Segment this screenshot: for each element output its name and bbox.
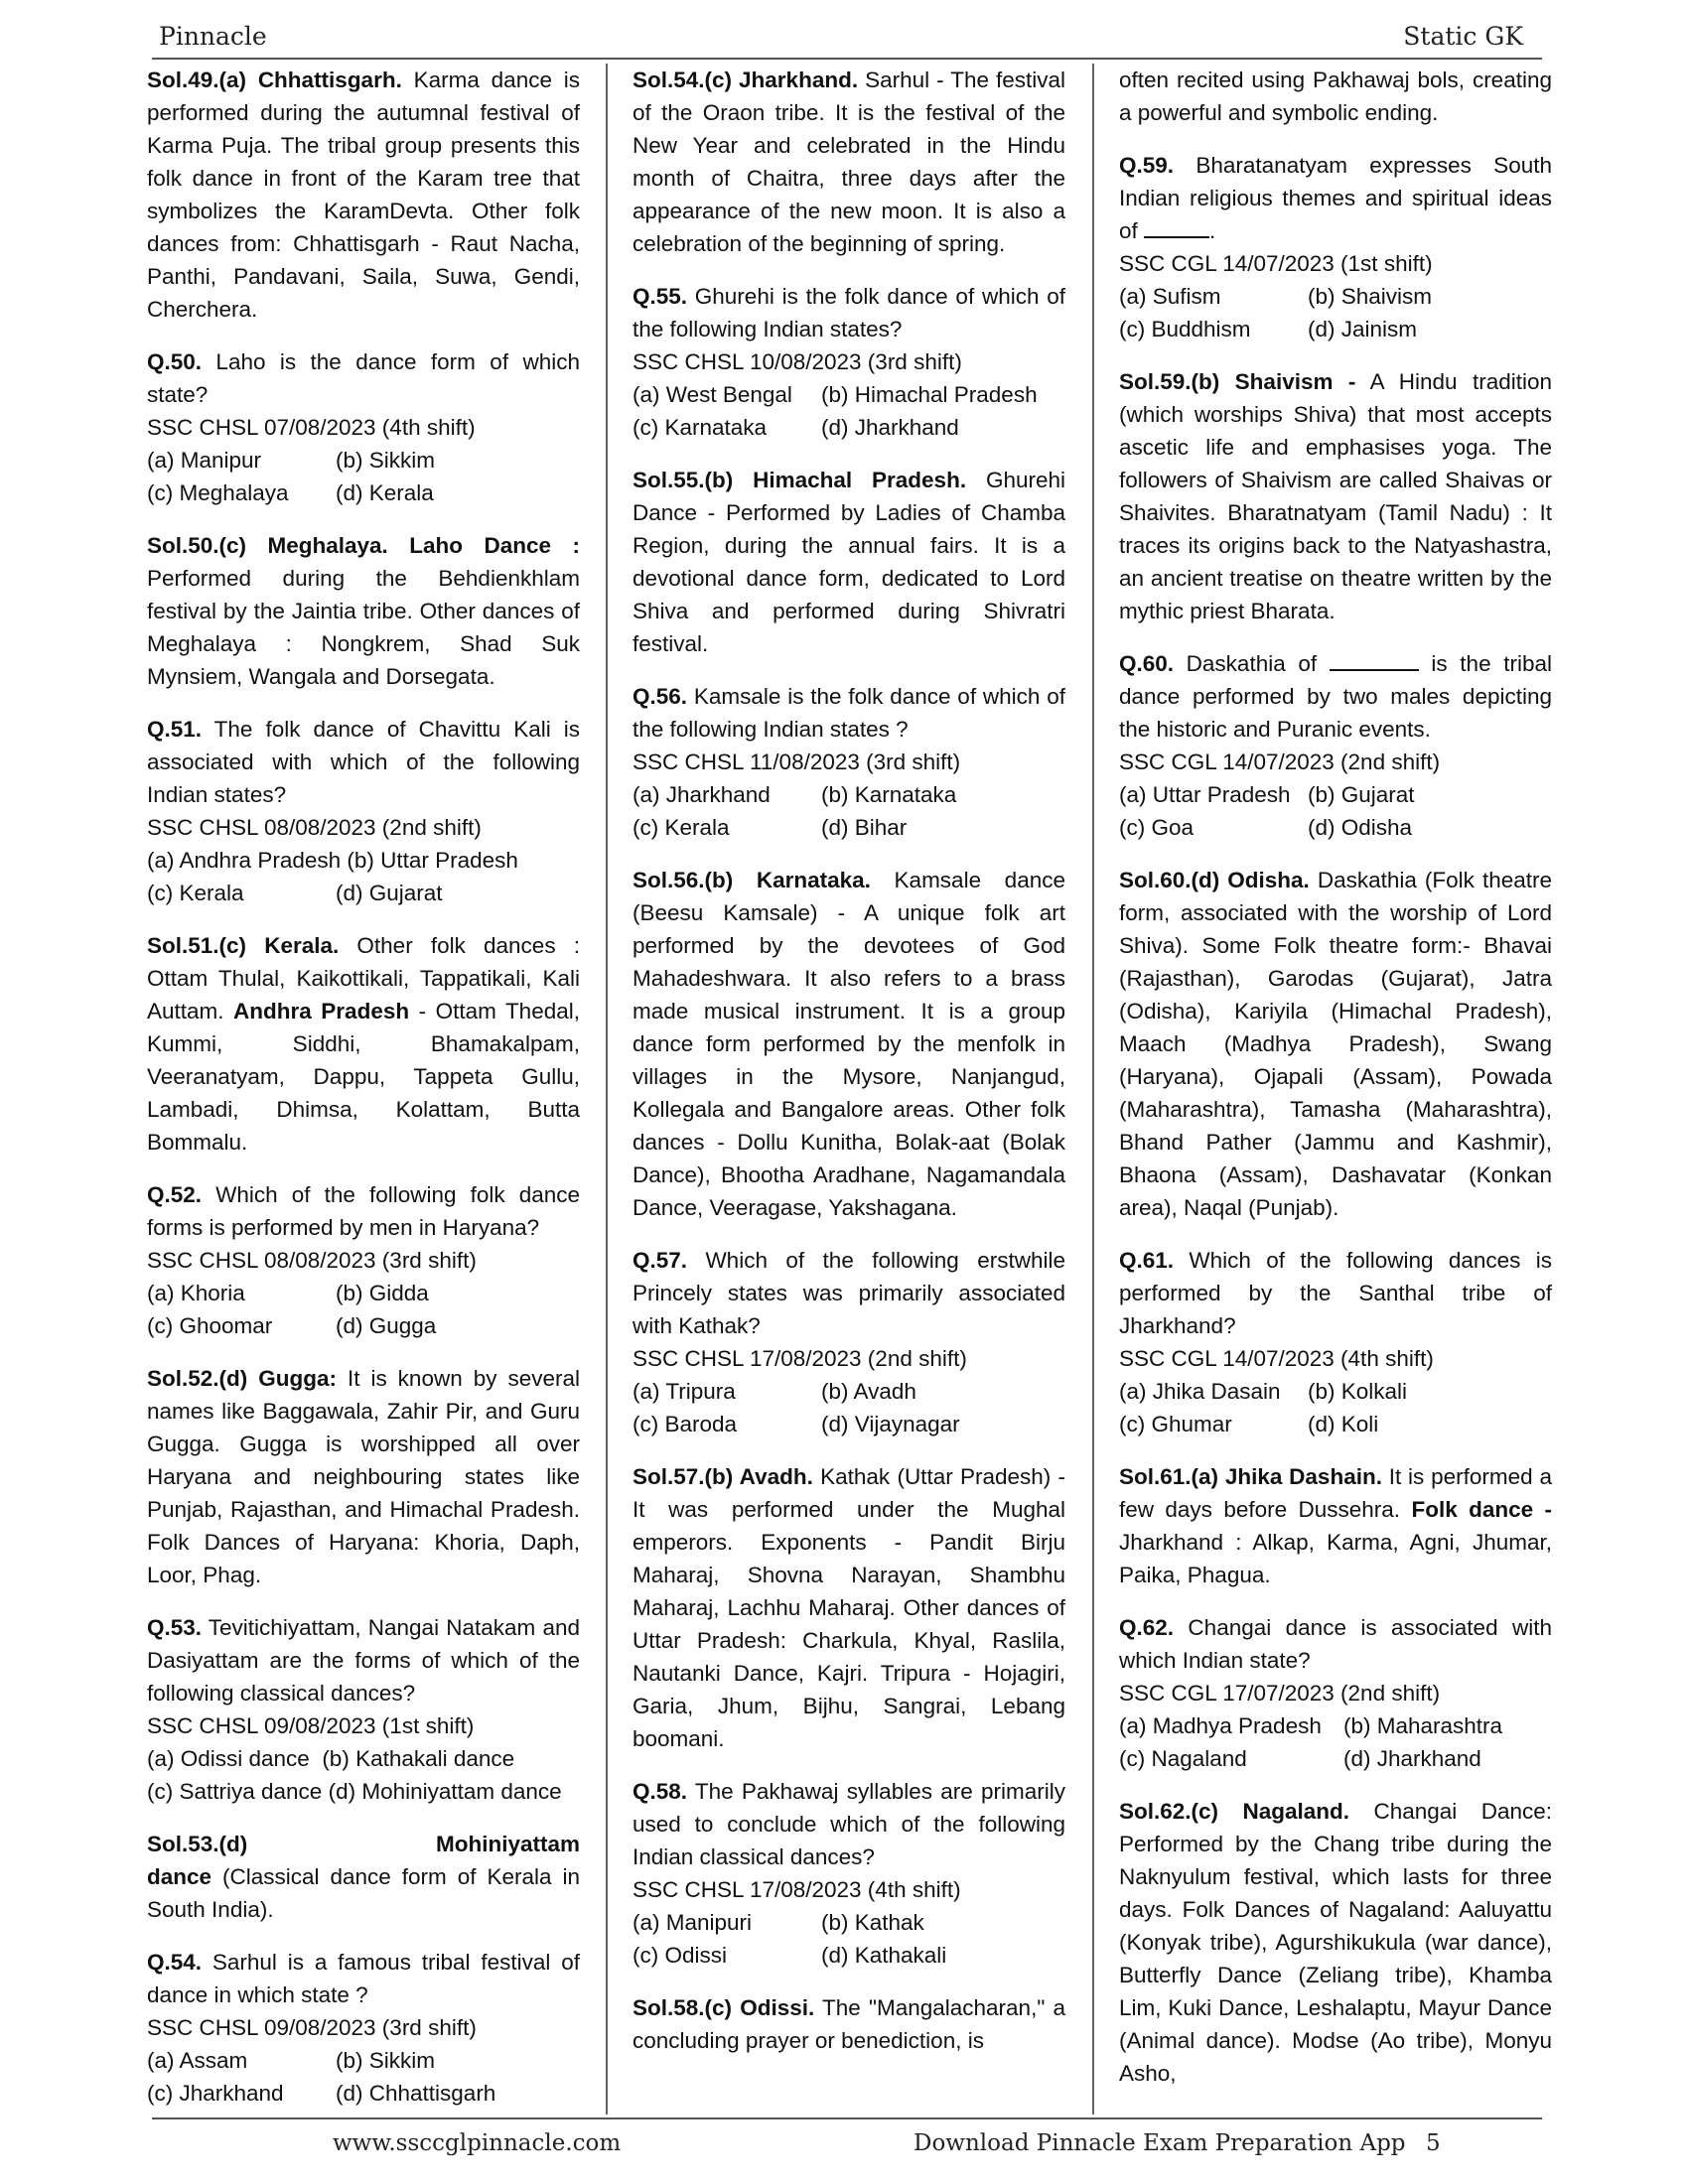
option-c: (c) Buddhism — [1119, 317, 1251, 341]
question-source: SSC CGL 14/07/2023 (1st shift) — [1119, 251, 1433, 276]
question-53: Q.53. Tevitichiyattam, Nangai Natakam and Dasiyattam are the forms of which of the following classical dances? SSC CHSL 09/08/2023 (1st shift) (a) Odissi dance (b) Kathakali dance (c) Sattriya dance (d) Mohiniyattam dance — [147, 1611, 580, 1808]
question-source: SSC CGL 14/07/2023 (2nd shift) — [1119, 750, 1441, 774]
question-source: SSC CHSL 17/08/2023 (2nd shift) — [633, 1346, 967, 1371]
option-a: (a) Manipuri — [633, 1910, 753, 1935]
option-c: (c) Goa — [1119, 815, 1195, 840]
header-rule — [152, 58, 1542, 60]
question-source: SSC CHSL 08/08/2023 (2nd shift) — [147, 815, 482, 840]
option-ab: (a) Andhra Pradesh (b) Uttar Pradesh — [147, 848, 518, 873]
question-50: Q.50. Laho is the dance form of which state? SSC CHSL 07/08/2023 (4th shift) (a) Manipur (b) Sikkim (c) Meghalaya (d) Kerala — [147, 345, 580, 509]
option-b: (b) Kolkali — [1308, 1379, 1408, 1404]
question-source: SSC CHSL 09/08/2023 (3rd shift) — [147, 2015, 477, 2040]
solution-58-continued: often recited using Pakhawaj bols, creating a powerful and symbolic ending. — [1119, 68, 1552, 125]
option-b: (b) Gujarat — [1308, 782, 1415, 807]
option-c: (c) Meghalaya — [147, 480, 289, 505]
question-54: Q.54. Sarhul is a famous tribal festival of dance in which state ? SSC CHSL 09/08/2023 (3rd shift) (a) Assam (b) Sikkim (c) Jharkhand (d) Chhattisgarh — [147, 1946, 580, 2110]
option-b: (b) Sikkim — [336, 2048, 435, 2073]
solution-51: Sol.51.(c) Kerala. Other folk dances : Ottam Thulal, Kaikottikali, Tappatikali, Kali Auttam. Andhra Pradesh - Ottam Thedal, Kummi, Siddhi, Bhamakalpam, Veeranatyam, Dappu, Tappeta Gullu, Lambadi, Dhimsa, Kolattam, Butta Bommalu. — [147, 933, 580, 1155]
option-a: (a) West Bengal — [633, 382, 792, 407]
option-d: (d) Kathakali — [821, 1943, 947, 1968]
question-source: SSC CGL 17/07/2023 (2nd shift) — [1119, 1681, 1441, 1706]
solution-52: Sol.52.(d) Gugga: It is known by several names like Baggawala, Zahir Pir, and Guru Gugga. Gugga is worshipped all over Haryana and neighbouring states like Punjab, Rajasthan, and Himachal Pradesh. Folk Dances of Haryana: Khoria, Daph, Loor, Phag. — [147, 1366, 580, 1587]
question-60: Q.60. Daskathia of is the tribal dance performed by two males depicting the historic and Puranic events. SSC CGL 14/07/2023 (2nd shift) (a) Uttar Pradesh (b) Gujarat (c) Goa (d) Odisha — [1119, 647, 1552, 844]
option-c: (c) Karnataka — [633, 415, 768, 440]
option-d: (d) Gugga — [336, 1313, 437, 1338]
footer-website-link[interactable]: www.ssccglpinnacle.com — [333, 2130, 622, 2156]
option-a: (a) Manipur — [147, 448, 262, 473]
option-d: (d) Koli — [1308, 1412, 1379, 1436]
header-section: Static GK — [1403, 22, 1523, 51]
options — [633, 1906, 1065, 1972]
option-a: (a) Jharkhand — [633, 782, 771, 807]
question-source: SSC CHSL 09/08/2023 (1st shift) — [147, 1713, 475, 1738]
question-56: Q.56. Kamsale is the folk dance of which of the following Indian states ? SSC CHSL 11/08/2023 (3rd shift) (a) Jharkhand (b) Karnataka (c) Kerala (d) Bihar — [633, 680, 1065, 844]
options — [633, 1375, 1065, 1440]
option-a: (a) Uttar Pradesh — [1119, 782, 1291, 807]
option-d: (d) Chhattisgarh — [336, 2081, 496, 2106]
solution-59: Sol.59.(b) Shaivism - A Hindu tradition (which worships Shiva) that most accepts ascetic life and emphasises yoga. The followers of Shaivism are called Shaivas or Shaivites. Bharatnatyam (Tamil Nadu) : It traces its origins back to the Natyashastra, an ancient treatise on theatre written by the mythic priest Bharata. — [1119, 369, 1552, 623]
options — [633, 778, 1065, 844]
question-57: Q.57. Which of the following erstwhile Princely states was primarily associated with Kathak? SSC CHSL 17/08/2023 (2nd shift) (a) Tripura (b) Avadh (c) Baroda (d) Vijaynagar — [633, 1244, 1065, 1440]
column-3 — [1119, 64, 1552, 2110]
option-c: (c) Ghoomar — [147, 1313, 273, 1338]
column-2 — [633, 64, 1065, 2077]
options — [1119, 778, 1552, 844]
page-number: 5 — [1426, 2130, 1441, 2156]
footer-rule — [152, 2117, 1542, 2119]
solution-50: Sol.50.(c) Meghalaya. Laho Dance : Performed during the Behdienkhlam festival by the Jaintia tribe. Other dances of Meghalaya : Nongkrem, Shad Suk Mynsiem, Wangala and Dorsegata. — [147, 533, 580, 689]
option-c: (c) Odissi — [633, 1943, 727, 1968]
option-b: (b) Maharashtra — [1343, 1713, 1503, 1738]
footer-app-promo: Download Pinnacle Exam Preparation App — [914, 2130, 1406, 2156]
question-58: Q.58. The Pakhawaj syllables are primarily used to conclude which of the following Indian classical dances? SSC CHSL 17/08/2023 (4th shift) (a) Manipuri (b) Kathak (c) Odissi (d) Kathakali — [633, 1775, 1065, 1972]
option-c: (c) Kerala — [147, 881, 244, 905]
question-61: Q.61. Which of the following dances is performed by the Santhal tribe of Jharkhand? SSC CGL 14/07/2023 (4th shift) (a) Jhika Dasain (b) Kolkali (c) Ghumar (d) Koli — [1119, 1244, 1552, 1440]
option-c: (c) Kerala — [633, 815, 730, 840]
option-b: (b) Kathak — [821, 1910, 924, 1935]
option-d: (d) Odisha — [1308, 815, 1413, 840]
option-c: (c) Baroda — [633, 1412, 738, 1436]
option-d: (d) Jharkhand — [1343, 1746, 1481, 1771]
solution-62: Sol.62.(c) Nagaland. Changai Dance: Performed by the Chang tribe during the Naknyulum festival, which lasts for three days. Folk Dances of Nagaland: Aaluyattu (Konyak tribe), Agurshikukula (war dance), Butterfly Dance (Zeliang tribe), Khamba Lim, Kuki Dance, Leshalaptu, Mayur Dance (Animal dance). Modse (Ao tribe), Monyu Asho, — [1119, 1799, 1552, 2086]
solution-56: Sol.56.(b) Karnataka. Kamsale dance (Beesu Kamsale) - A unique folk art performed by the devotees of God Mahadeshwara. It also refers to a brass made musical instrument. It is a group dance form performed by the menfolk in villages in the Mysore, Nanjangud, Kollegala and Bangalore areas. Other folk dances - Dollu Kunitha, Bolak-aat (Bolak Dance), Bhootha Aradhane, Nagamandala Dance, Veeragase, Yakshagana. — [633, 868, 1065, 1220]
option-d: (d) Vijaynagar — [821, 1412, 960, 1436]
option-a: (a) Jhika Dasain — [1119, 1379, 1281, 1404]
solution-61: Sol.61.(a) Jhika Dashain. It is performed a few days before Dussehra. Folk dance - Jharkhand : Alkap, Karma, Agni, Jhumar, Paika, Phagua. — [1119, 1464, 1553, 1587]
solution-58: Sol.58.(c) Odissi. The "Mangalacharan," a concluding prayer or benediction, is — [633, 1995, 1066, 2053]
solution-57: Sol.57.(b) Avadh. Kathak (Uttar Pradesh) - It was performed under the Mughal emperors. Exponents - Pandit Birju Maharaj, Shovna Narayan, Shambhu Maharaj, Lachhu Maharaj. Other dances of Uttar Pradesh: Charkula, Khyal, Raslila, Nautanki Dance, Kajri. Tripura - Hojagiri, Garia, Jhum, Bijhu, Sangrai, Lebang boomani. — [633, 1464, 1066, 1751]
question-source: SSC CHSL 10/08/2023 (3rd shift) — [633, 349, 962, 374]
solution-60: Sol.60.(d) Odisha. Daskathia (Folk theatre form, associated with the worship of Lord Shiva). Some Folk theatre form:- Bhavai (Rajasthan), Garodas (Gujarat), Jatra (Odisha), Kariyila (Himachal Pradesh), Maach (Madhya Pradesh), Swang (Haryana), Ojapali (Assam), Powada (Maharashtra), Tamasha (Maharashtra), Bhand Pather (Jammu and Kashmir), Bhaona (Assam), Dashavatar (Konkan area), Naqal (Punjab). — [1119, 868, 1552, 1220]
option-a: (a) Sufism — [1119, 284, 1221, 309]
option-c: (c) Nagaland — [1119, 1746, 1247, 1771]
option-d: (d) Jharkhand — [821, 415, 959, 440]
option-b: (b) Shaivism — [1308, 284, 1433, 309]
option-c: (c) Ghumar — [1119, 1412, 1232, 1436]
column-1 — [147, 64, 580, 2129]
answer-blank — [1330, 649, 1419, 671]
question-source: SSC CHSL 08/08/2023 (3rd shift) — [147, 1248, 477, 1273]
solution-53: Sol.53.(d) Mohiniyattam dance (Classical dance form of Kerala in South India). — [147, 1832, 580, 1922]
question-51: Q.51. The folk dance of Chavittu Kali is associated with which of the following Indian states? SSC CHSL 08/08/2023 (2nd shift) (a) Andhra Pradesh (b) Uttar Pradesh (c) Kerala (d) Gujarat — [147, 713, 580, 909]
solution-55: Sol.55.(b) Himachal Pradesh. Ghurehi Dance - Performed by Ladies of Chamba Region, during the annual fairs. It is a devotional dance form, dedicated to Lord Shiva and performed during Shivratri festival. — [633, 468, 1065, 656]
question-62: Q.62. Changai dance is associated with which Indian state? SSC CGL 17/07/2023 (2nd shift) (a) Madhya Pradesh (b) Maharashtra (c) Nagaland (d) Jharkhand — [1119, 1611, 1552, 1775]
question-source: SSC CGL 14/07/2023 (4th shift) — [1119, 1346, 1434, 1371]
option-a: (a) Madhya Pradesh — [1119, 1713, 1322, 1738]
option-d: (d) Jainism — [1308, 317, 1418, 341]
options — [147, 2044, 580, 2110]
header-brand: Pinnacle — [159, 22, 267, 51]
question-source: SSC CHSL 17/08/2023 (4th shift) — [633, 1877, 961, 1902]
solution-54: Sol.54.(c) Jharkhand. Sarhul - The festival of the Oraon tribe. It is the festival of the New Year and celebrated in the Hindu month of Chaitra, three days after the appearance of the new moon. It is also a celebration of the beginning of spring. — [633, 68, 1065, 256]
question-source: SSC CHSL 07/08/2023 (4th shift) — [147, 415, 476, 440]
question-52: Q.52. Which of the following folk dance forms is performed by men in Haryana? SSC CHSL 08/08/2023 (3rd shift) (a) Khoria (b) Gidda (c) Ghoomar (d) Gugga — [147, 1178, 580, 1342]
options — [147, 1277, 580, 1342]
option-b: (b) Himachal Pradesh — [821, 382, 1038, 407]
option-d: (d) Kerala — [336, 480, 434, 505]
option-a: (a) Assam — [147, 2048, 248, 2073]
column-divider-1 — [606, 64, 608, 2115]
options — [147, 444, 580, 509]
option-cd: (c) Sattriya dance (d) Mohiniyattam dance — [147, 1779, 562, 1804]
option-a: (a) Tripura — [633, 1379, 736, 1404]
question-55: Q.55. Ghurehi is the folk dance of which of the following Indian states? SSC CHSL 10/08/2023 (3rd shift) (a) West Bengal (b) Himachal Pradesh (c) Karnataka (d) Jharkhand — [633, 280, 1065, 444]
option-c: (c) Jharkhand — [147, 2081, 284, 2106]
solution-49: Sol.49.(a) Chhattisgarh. Karma dance is performed during the autumnal festival of Karma Puja. The tribal group presents this folk dance in front of the Karam tree that symbolizes the KaramDevta. Other folk dances from: Chhattisgarh - Raut Nacha, Panthi, Pandavani, Saila, Suwa, Gendi, Cherchera. — [147, 68, 580, 322]
option-ab: (a) Odissi dance (b) Kathakali dance — [147, 1746, 515, 1771]
options — [1119, 1375, 1552, 1440]
answer-blank — [1144, 216, 1209, 238]
option-b: (b) Sikkim — [336, 448, 435, 473]
column-divider-2 — [1092, 64, 1094, 2115]
option-a: (a) Khoria — [147, 1281, 245, 1305]
option-b: (b) Karnataka — [821, 782, 957, 807]
options — [1119, 280, 1552, 345]
question-59: Q.59. Bharatanatyam expresses South Indian religious themes and spiritual ideas of . SSC CGL 14/07/2023 (1st shift) (a) Sufism (b) Shaivism (c) Buddhism (d) Jainism — [1119, 149, 1552, 345]
option-d: (d) Gujarat — [336, 881, 443, 905]
option-d: (d) Bihar — [821, 815, 908, 840]
option-b: (b) Gidda — [336, 1281, 429, 1305]
options — [633, 378, 1065, 444]
question-source: SSC CHSL 11/08/2023 (3rd shift) — [633, 750, 961, 774]
option-b: (b) Avadh — [821, 1379, 916, 1404]
options — [147, 877, 580, 909]
options — [1119, 1709, 1552, 1775]
